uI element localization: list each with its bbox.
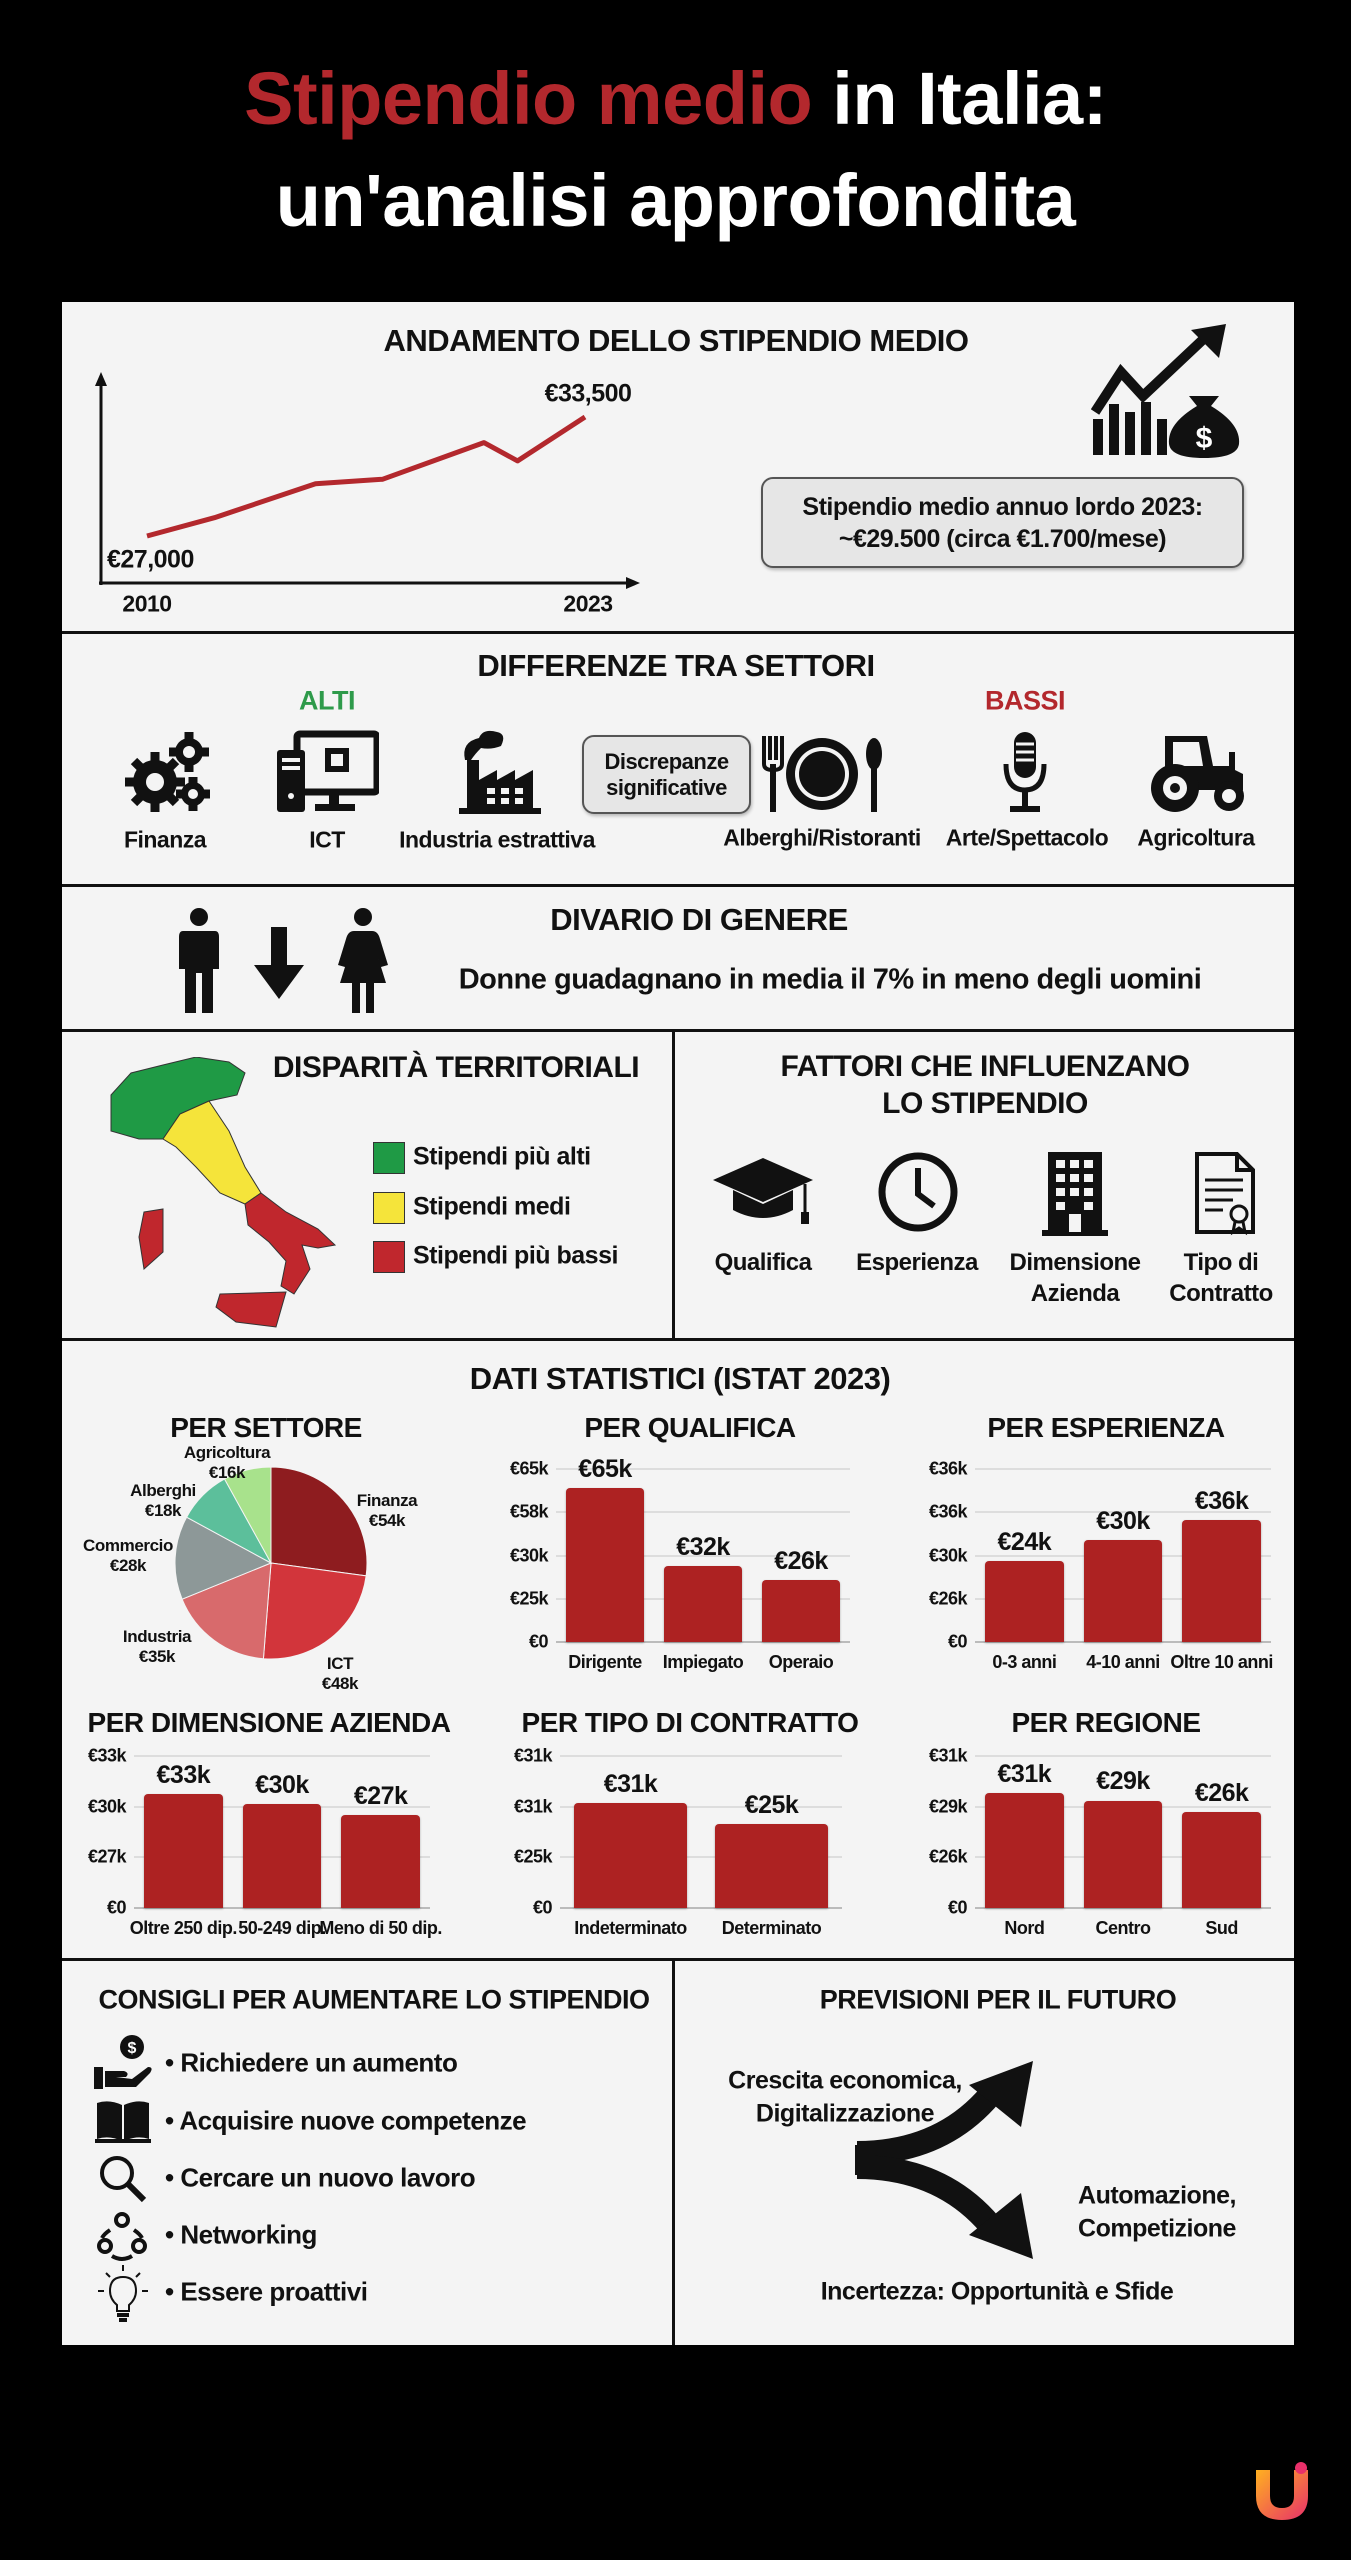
chart-title-settore: PER SETTORE (170, 1412, 362, 1443)
bar-value-label: €27k (353, 1781, 408, 1810)
tip-item: • Richiedere un aumento (165, 2047, 458, 2078)
esperienza-bar-chart (928, 1458, 1273, 1672)
tip-item: • Networking (165, 2219, 317, 2250)
sector-pie-chart (171, 1463, 371, 1663)
x-category-label: Centro (1095, 1918, 1151, 1938)
contratto-bar-chart (513, 1745, 842, 1938)
x-category-label: 50-249 dip. (238, 1918, 326, 1938)
territorial-panel (62, 1032, 675, 1338)
x-category-label: Impiegato (662, 1652, 744, 1672)
callout-line2: ~€29.500 (circa €1.700/mese) (838, 524, 1167, 553)
x-category-label: Indeterminato (574, 1918, 687, 1938)
trend-end-label: €33,500 (544, 379, 632, 408)
lightbulb-icon (98, 2265, 148, 2323)
gridline (560, 1755, 842, 1757)
forecast-up-line2: Digitalizzazione (755, 2099, 935, 2128)
y-tick-label: €36k (928, 1501, 967, 1522)
bar-determinato (715, 1824, 828, 1908)
search-icon (98, 2154, 148, 2204)
territorial-heading: DISPARITÀ TERRITORIALI (272, 1051, 640, 1084)
gridline (134, 1755, 430, 1757)
factors-panel (675, 1032, 1294, 1338)
high-sectors-label: ALTI (299, 685, 355, 716)
factor-label: Esperienza (856, 1249, 978, 1276)
tips-heading: CONSIGLI PER AUMENTARE LO STIPENDIO (98, 1984, 650, 2015)
bar-value-label: €25k (744, 1790, 799, 1819)
trend-section (62, 302, 1294, 631)
sectors-section (62, 631, 1294, 884)
computer-icon (275, 730, 379, 815)
factors-heading-line2: LO STIPENDIO (882, 1087, 1088, 1120)
factor-label: Tipo di (1183, 1249, 1259, 1276)
factor-label-line2: Contratto (1169, 1280, 1273, 1307)
x-category-label: 4-10 anni (1086, 1652, 1160, 1672)
network-people-icon (96, 2210, 148, 2262)
tip-item: • Acquisire nuove competenze (165, 2105, 527, 2136)
gender-heading: DIVARIO DI GENERE (550, 902, 848, 937)
forecast-down-line1: Automazione, (1078, 2181, 1236, 2210)
map-sicily (216, 1292, 286, 1327)
pie-label-agricoltura: Agricoltura €16k (183, 1443, 271, 1482)
sector-label: Alberghi/Ristoranti (723, 824, 921, 851)
bar-value-label: €29k (1096, 1767, 1150, 1796)
bar-value-label: €33k (156, 1761, 211, 1789)
chart-money-bag-icon (1091, 324, 1246, 459)
chart-title-regione: PER REGIONE (1011, 1707, 1201, 1738)
forecast-footer: Incertezza: Opportunità e Sfide (820, 2277, 1174, 2306)
map-sardinia (139, 1209, 163, 1269)
dimensione-bar-chart (87, 1745, 442, 1938)
y-tick-label: €33k (87, 1745, 126, 1766)
pie-label-finanza: Finanza €54k (356, 1491, 418, 1530)
x-category-label: Dirigente (568, 1652, 642, 1672)
bar-value-label: €26k (774, 1547, 828, 1576)
gridline (975, 1755, 1271, 1757)
chart-title-esperienza: PER ESPERIENZA (987, 1412, 1225, 1443)
x-axis-arrow (626, 577, 640, 589)
bar-impiegato (664, 1566, 742, 1642)
bar-value-label: €31k (997, 1760, 1052, 1789)
bar-value-label: €65k (578, 1454, 632, 1483)
pie-slice-ict (263, 1563, 366, 1659)
hand-coin-icon (92, 2033, 154, 2093)
bar-value-label: €30k (1096, 1507, 1150, 1536)
bar-dirigente (566, 1488, 644, 1642)
factors-heading-line1: FATTORI CHE INFLUENZANO (780, 1050, 1190, 1083)
discrepancy-line1: Discrepanze (604, 748, 729, 774)
stats-heading: DATI STATISTICI (ISTAT 2023) (469, 1361, 891, 1396)
title-rest: in Italia: (812, 57, 1107, 140)
y-tick-label: €58k (509, 1501, 548, 1522)
forecast-up-line1: Crescita economica, (728, 2066, 962, 2095)
y-tick-label: €27k (87, 1846, 126, 1867)
forecast-heading: PREVISIONI PER IL FUTURO (819, 1984, 1177, 2015)
y-tick-label: €30k (87, 1796, 126, 1817)
clock-icon (876, 1150, 960, 1234)
bar-4-10-anni (1084, 1540, 1163, 1642)
x-category-label: Meno di 50 dip. (319, 1918, 442, 1938)
sector-label: Finanza (123, 826, 207, 853)
y-tick-label: €0 (947, 1631, 967, 1652)
y-axis-arrow (95, 372, 107, 386)
factor-label: Dimensione (1009, 1249, 1141, 1276)
y-tick-label: €29k (928, 1796, 967, 1817)
y-tick-label: €0 (528, 1631, 548, 1652)
pie-label-commercio: Commercio €28k (83, 1536, 173, 1575)
bar-oltre-250-dip- (144, 1794, 223, 1908)
bar-centro (1084, 1801, 1163, 1909)
building-icon (1042, 1150, 1108, 1236)
bar-meno-di-50-dip- (341, 1815, 420, 1908)
bar-value-label: €31k (603, 1770, 658, 1799)
x-category-label: Sud (1205, 1918, 1238, 1938)
x-category-label: Operaio (768, 1652, 834, 1672)
man-icon (177, 907, 221, 1017)
tip-item: • Essere proattivi (165, 2276, 368, 2307)
gender-gap-text: Donne guadagnano in media il 7% in meno degli uomini (458, 963, 1202, 996)
y-tick-label: €30k (928, 1545, 967, 1565)
low-sectors-label: BASSI (984, 685, 1066, 716)
sector-label: Arte/Spettacolo (945, 824, 1109, 851)
legend-label-medium: Stipendi medi (413, 1192, 571, 1221)
svg-text:$: $ (127, 2040, 137, 2057)
callout-line1: Stipendio medio annuo lordo 2023: (802, 492, 1203, 521)
pie-label-industria: Industria €35k (122, 1627, 192, 1666)
arrow-down-icon (254, 927, 304, 999)
y-tick-label: €25k (509, 1588, 548, 1609)
y-tick-label: €26k (928, 1588, 967, 1609)
legend-label-high: Stipendi più alti (413, 1142, 591, 1171)
bar-nord (985, 1793, 1064, 1908)
bar-indeterminato (574, 1803, 687, 1908)
qualifica-bar-chart (509, 1454, 850, 1672)
bar-value-label: €32k (676, 1533, 730, 1562)
title-highlight: Stipendio medio (244, 57, 813, 140)
y-tick-label: €0 (532, 1897, 552, 1918)
contract-icon (1193, 1150, 1259, 1236)
book-icon (95, 2099, 151, 2145)
y-tick-label: €31k (928, 1745, 967, 1766)
forecast-down-line2: Competizione (1078, 2214, 1236, 2243)
statistics-section (62, 1338, 1294, 1958)
bar-oltre-10-anni (1182, 1520, 1261, 1642)
bar-value-label: €36k (1194, 1486, 1249, 1515)
x-category-label: Nord (1004, 1918, 1045, 1938)
italy-map (106, 1057, 338, 1330)
pie-label-alberghi: Alberghi €18k (130, 1481, 196, 1520)
x-category-label: Oltre 250 dip. (129, 1918, 237, 1938)
x-end-label: 2023 (563, 590, 613, 617)
bar-operaio (762, 1580, 840, 1642)
y-tick-label: €25k (513, 1846, 552, 1867)
brand-logo (1250, 2460, 1314, 2524)
trend-start-label: €27,000 (107, 545, 194, 574)
sector-label: Agricoltura (1137, 824, 1255, 851)
bar-value-label: €26k (1194, 1778, 1249, 1807)
tractor-icon (1147, 730, 1247, 815)
chart-title-qualifica: PER QUALIFICA (584, 1412, 796, 1443)
sector-label: Industria estrattiva (399, 826, 595, 853)
y-tick-label: €26k (928, 1846, 967, 1867)
bar-value-label: €24k (997, 1527, 1052, 1556)
legend-swatch-high (373, 1142, 405, 1174)
gridline (975, 1468, 1271, 1470)
tips-forecast-section (62, 1958, 1294, 2345)
bar-value-label: €30k (255, 1771, 309, 1800)
page-subtitle: un'analisi approfondita (275, 159, 1076, 242)
y-tick-label: €0 (106, 1897, 126, 1918)
average-salary-callout (761, 477, 1244, 568)
territorial-factors-section (62, 1029, 1294, 1338)
pie-slice-finanza (271, 1467, 367, 1576)
x-category-label: 0-3 anni (992, 1652, 1057, 1672)
trend-series-line (147, 417, 585, 536)
gears-icon (125, 730, 211, 815)
y-tick-label: €30k (509, 1545, 548, 1565)
discrepancy-line2: significative (606, 774, 727, 800)
x-category-label: Oltre 10 anni (1170, 1652, 1273, 1672)
map-south-region (245, 1193, 335, 1294)
tips-panel (62, 1961, 675, 2345)
x-start-label: 2010 (122, 590, 172, 617)
y-tick-label: €65k (509, 1458, 548, 1479)
sector-label: ICT (309, 826, 345, 853)
chart-title-contratto: PER TIPO DI CONTRATTO (521, 1707, 859, 1738)
chart-title-dimensione: PER DIMENSIONE AZIENDA (87, 1707, 451, 1738)
y-tick-label: €31k (513, 1745, 552, 1766)
y-tick-label: €31k (513, 1796, 552, 1817)
factor-label: Qualifica (714, 1249, 812, 1276)
bar-0-3-anni (985, 1561, 1064, 1642)
gender-section (62, 884, 1294, 1029)
svg-text:$: $ (1195, 422, 1213, 455)
bar-50-249-dip- (243, 1804, 322, 1908)
legend-swatch-medium (373, 1192, 405, 1224)
bar-sud (1182, 1812, 1261, 1908)
factory-icon (457, 728, 543, 816)
page-title (0, 56, 1351, 141)
woman-icon (336, 907, 390, 1017)
tip-item: • Cercare un nuovo lavoro (165, 2162, 476, 2193)
factor-label-line2: Azienda (1030, 1280, 1120, 1307)
regione-bar-chart (928, 1745, 1271, 1938)
legend-label-low: Stipendi più bassi (413, 1241, 618, 1270)
pie-label-ict: ICT €48k (321, 1654, 359, 1693)
trend-heading: ANDAMENTO DELLO STIPENDIO MEDIO (383, 323, 969, 358)
discrepancy-badge (582, 735, 751, 814)
y-tick-label: €0 (947, 1897, 967, 1918)
legend-swatch-low (373, 1241, 405, 1273)
microphone-icon (1002, 730, 1048, 815)
graduation-cap-icon (711, 1154, 815, 1229)
plate-cutlery-icon (762, 734, 886, 814)
sectors-heading: DIFFERENZE TRA SETTORI (477, 648, 875, 683)
y-tick-label: €36k (928, 1458, 967, 1479)
infographic-panel (62, 302, 1294, 2345)
x-category-label: Determinato (721, 1918, 822, 1938)
forecast-panel (675, 1961, 1294, 2345)
